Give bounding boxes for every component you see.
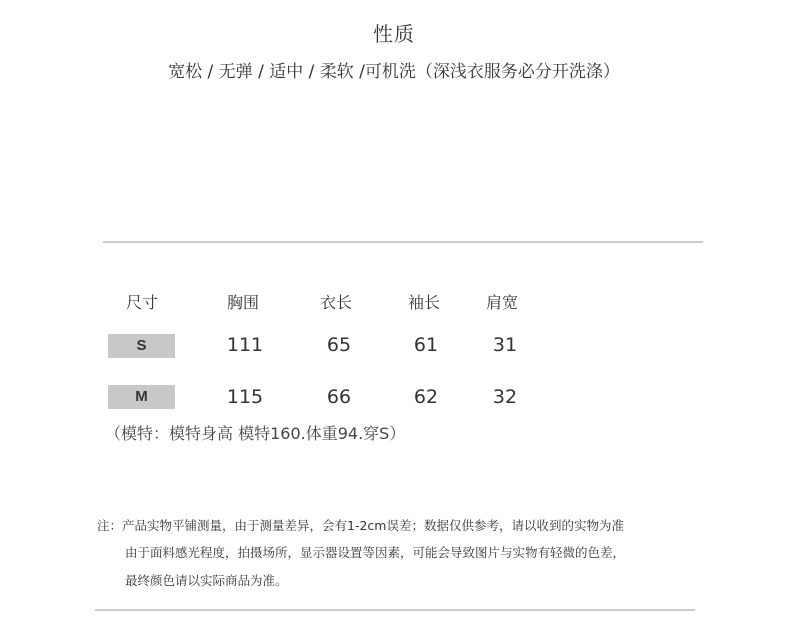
measurement-note-line1: 注：产品实物平铺测量，由于测量差异，会有1-2cm误差；数据仅供参考，请以收到的实物为准 bbox=[97, 518, 624, 533]
measurement-note-line2: 由于面料感光程度，拍摄场所，显示器设置等因素，可能会导致图片与实物有轻微的色差， bbox=[125, 545, 626, 560]
cell-shoulder: 32 bbox=[492, 386, 518, 408]
cell-length: 65 bbox=[326, 334, 352, 356]
bottom-divider bbox=[95, 609, 695, 611]
cell-chest: 115 bbox=[226, 386, 264, 408]
cell-shoulder: 31 bbox=[492, 334, 518, 356]
cell-sleeve: 62 bbox=[413, 386, 439, 408]
header-size: 尺寸 bbox=[126, 293, 159, 312]
size-badge-m: M bbox=[108, 385, 175, 409]
cell-length: 66 bbox=[326, 386, 352, 408]
measurement-note-line3: 最终颜色请以实际商品为准。 bbox=[125, 573, 288, 588]
properties-title: 性质 bbox=[373, 22, 415, 46]
header-sleeve: 袖长 bbox=[408, 293, 441, 312]
cell-chest: 111 bbox=[226, 334, 264, 356]
header-shoulder: 肩宽 bbox=[486, 293, 519, 312]
model-note: （模特：模特身高 模特160.体重94.穿S） bbox=[105, 424, 406, 443]
cell-sleeve: 61 bbox=[413, 334, 439, 356]
size-badge-s: S bbox=[108, 334, 175, 358]
properties-line: 宽松 / 无弹 / 适中 / 柔软 /可机洗（深浅衣服务必分开洗涤） bbox=[168, 62, 620, 82]
header-length: 衣长 bbox=[320, 293, 353, 312]
header-chest: 胸围 bbox=[227, 293, 260, 312]
